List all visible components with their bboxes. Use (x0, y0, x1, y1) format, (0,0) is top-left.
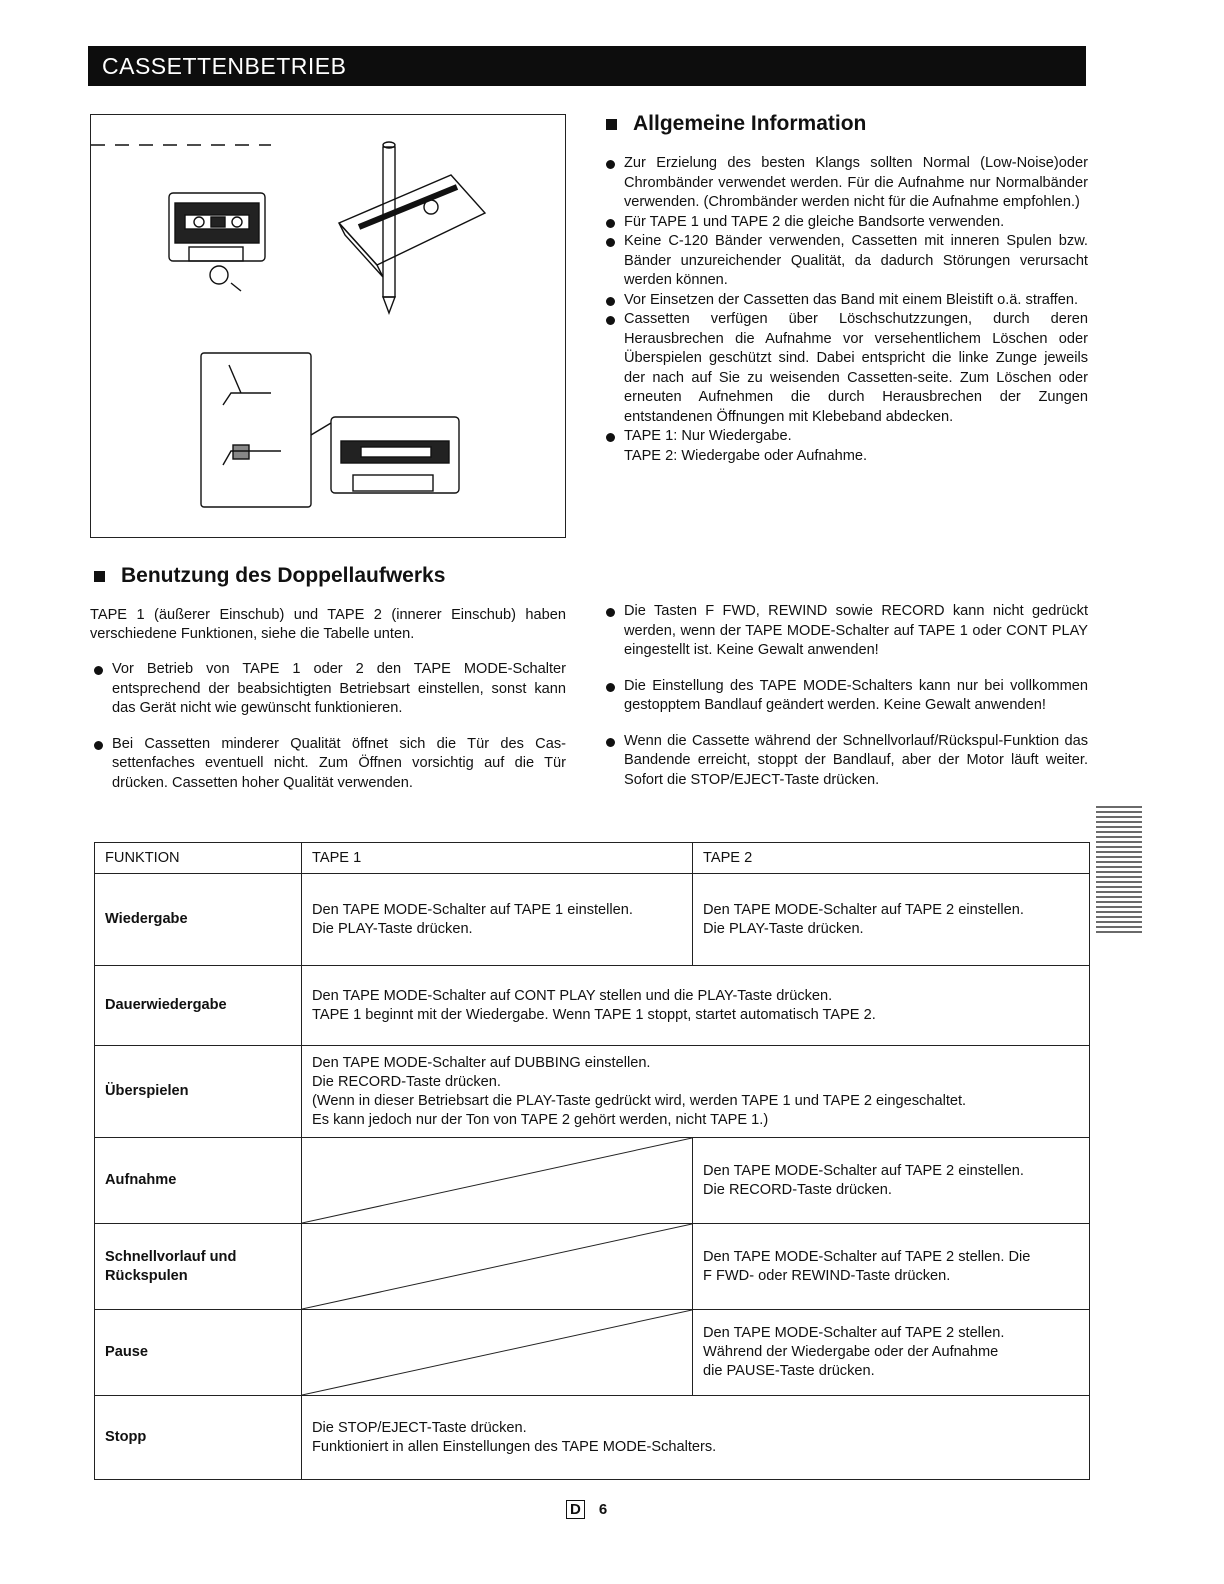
tape2-cell: Den TAPE MODE-Schalter auf TAPE 2 stellen. Die F FWD- oder REWIND-Taste drücken. (693, 1224, 1090, 1310)
general-info-heading: Allgemeine Information (606, 112, 866, 136)
diagonal-strike (302, 1138, 692, 1223)
page-number: 6 (598, 1501, 608, 1518)
function-name: Wiedergabe (95, 874, 302, 966)
section-header-bar (88, 46, 1086, 86)
language-badge: D (566, 1500, 585, 1519)
double-deck-left-list (94, 660, 566, 809)
both-tapes-cell: Die STOP/EJECT-Taste drücken. Funktioniert in allen Einstellungen des TAPE MODE-Schalters. (302, 1396, 1090, 1480)
list-item: Vor Einsetzen der Cassetten das Band mit einem Bleistift o.ä. straffen. (606, 291, 1088, 311)
table-row (95, 1310, 1090, 1396)
tape2-cell: Den TAPE MODE-Schalter auf TAPE 2 stellen. Während der Wiedergabe oder der Aufnahme die PAUSE-Taste drücken. (693, 1310, 1090, 1396)
function-name: Pause (95, 1310, 302, 1396)
function-name: Überspielen (95, 1046, 302, 1138)
double-deck-intro: TAPE 1 (äußerer Einschub) und TAPE 2 (innerer Einschub) haben verschiedene Funktionen, siehe die Tabelle unten. (90, 607, 566, 642)
heading-square-icon (606, 119, 617, 130)
tape2-cell: Den TAPE MODE-Schalter auf TAPE 2 einstellen. Die RECORD-Taste drücken. (693, 1138, 1090, 1224)
function-name: Aufnahme (95, 1138, 302, 1224)
not-applicable-cell (302, 1138, 693, 1224)
function-name: Schnellvorlauf und Rückspulen (95, 1224, 302, 1310)
cassette-illustration (90, 114, 566, 538)
cassette-illustration-drawing (91, 115, 567, 539)
double-deck-right-list (606, 602, 1088, 806)
list-item: Bei Cassetten minderer Qualität öffnet sich die Tür des Cas-settenfaches eventuell nicht. Zum Öffnen vorsichtig auf die Tür drücken. Cassetten hoher Qualität verwenden. (94, 735, 566, 794)
page-footer (566, 1500, 607, 1519)
double-deck-heading: Benutzung des Doppellaufwerks (94, 564, 445, 588)
function-name: Stopp (95, 1396, 302, 1480)
list-item: Die Einstellung des TAPE MODE-Schalters kann nur bei vollkommen gestopptem Bandlauf geändert werden. Keine Gewalt anwenden! (606, 677, 1088, 716)
column-header-function: FUNKTION (95, 843, 302, 874)
section-title: CASSETTENBETRIEB (102, 53, 347, 79)
list-item: Zur Erzielung des besten Klangs sollten Normal (Low-Noise)oder Chrombänder verwendet werden. Für die Aufnahme nur Normalbänder verwenden. (Chrombänder werden nicht für die Aufnahme empfohlen.) (606, 154, 1088, 213)
page-tab-marker (1096, 805, 1142, 935)
column-header-tape1: TAPE 1 (302, 843, 693, 874)
list-item: Die Tasten F FWD, REWIND sowie RECORD kann nicht gedrückt werden, wenn der TAPE MODE-Schalter auf TAPE 1 oder CONT PLAY eingestellt ist. Keine Gewalt anwenden! (606, 602, 1088, 661)
list-item: Für TAPE 1 und TAPE 2 die gleiche Bandsorte verwenden. (606, 213, 1088, 233)
diagonal-strike (302, 1224, 692, 1309)
table-row (95, 966, 1090, 1046)
not-applicable-cell (302, 1224, 693, 1310)
heading-square-icon (94, 571, 105, 582)
table-header-row (95, 843, 1090, 874)
both-tapes-cell: Den TAPE MODE-Schalter auf DUBBING einstellen. Die RECORD-Taste drücken. (Wenn in dieser Betriebsart die PLAY-Taste gedrückt wird, werden TAPE 1 und TAPE 2 eingeschaltet. Es kann jedoch nur der Ton von TAPE 2 gehört werden, nicht TAPE 1.) (302, 1046, 1090, 1138)
tape2-cell: Den TAPE MODE-Schalter auf TAPE 2 einstellen. Die PLAY-Taste drücken. (693, 874, 1090, 966)
table-row (95, 1046, 1090, 1138)
both-tapes-cell: Den TAPE MODE-Schalter auf CONT PLAY stellen und die PLAY-Taste drücken. TAPE 1 beginnt mit der Wiedergabe. Wenn TAPE 1 stoppt, startet automatisch TAPE 2. (302, 966, 1090, 1046)
table-row (95, 874, 1090, 966)
not-applicable-cell (302, 1310, 693, 1396)
list-item: TAPE 1: Nur Wiedergabe. TAPE 2: Wiedergabe oder Aufnahme. (606, 427, 1088, 466)
list-item: Cassetten verfügen über Löschschutzzungen, durch deren Herausbrechen die Aufnahme vor versehentlichem Löschen oder Überspielen geschützt sind. Dabei entspricht die linke Zunge jeweils der nach auf Sie zu weisenden Cassetten-seite. Zum Löschen oder erneuten Aufnehmen die durch Herausbrechen der Zungen entstandenen Öffnungen mit Klebeband abdecken. (606, 310, 1088, 427)
table-row (95, 1224, 1090, 1310)
tape1-cell: Den TAPE MODE-Schalter auf TAPE 1 einstellen. Die PLAY-Taste drücken. (302, 874, 693, 966)
table-row (95, 1396, 1090, 1480)
table-row (95, 1138, 1090, 1224)
general-info-list (606, 154, 1088, 466)
diagonal-strike (302, 1310, 692, 1395)
function-name: Dauerwiedergabe (95, 966, 302, 1046)
function-table (94, 842, 1090, 1480)
list-item: Wenn die Cassette während der Schnellvorlauf/Rückspul-Funktion das Bandende erreicht, stoppt der Bandlauf, aber der Motor läuft weiter. Sofort die STOP/EJECT-Taste drücken. (606, 732, 1088, 791)
list-item: Keine C-120 Bänder verwenden, Cassetten mit inneren Spulen bzw. Bänder unzureichender Qualität, da dadurch Störungen verursacht werden können. (606, 232, 1088, 291)
list-item: Vor Betrieb von TAPE 1 oder 2 den TAPE MODE-Schalter entsprechend der beabsichtigten Betriebsart einstellen, sonst kann das Gerät nicht wie gewünscht funktionieren. (94, 660, 566, 719)
column-header-tape2: TAPE 2 (693, 843, 1090, 874)
